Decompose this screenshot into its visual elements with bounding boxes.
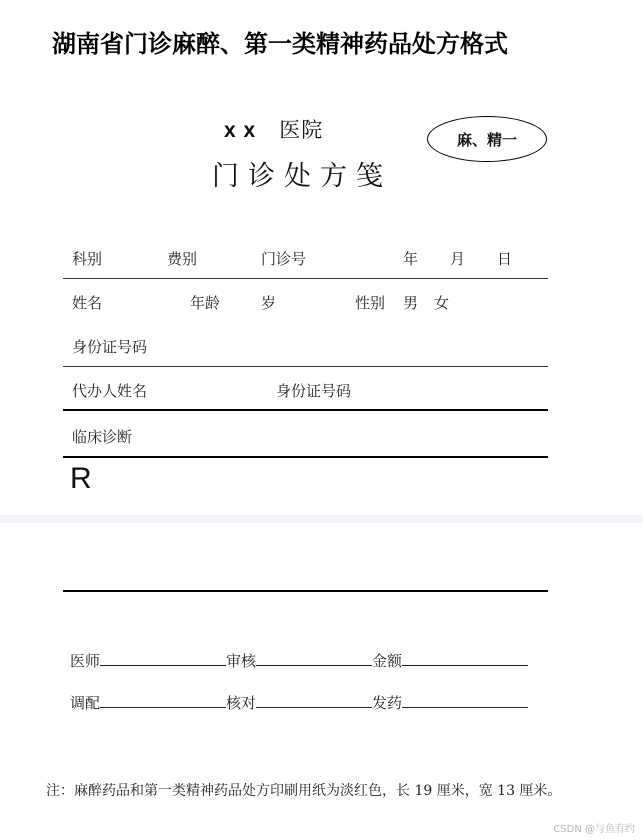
doctor-signature-line bbox=[100, 651, 226, 666]
review-signature-line bbox=[256, 651, 372, 666]
sex-label: 性别 bbox=[355, 294, 386, 312]
outpatient-no-label: 门诊号 bbox=[261, 250, 307, 268]
watermark: CSDN @与鱼有约 bbox=[553, 824, 635, 835]
id-number-label: 身份证号码 bbox=[72, 338, 148, 356]
department-label: 科别 bbox=[72, 250, 103, 268]
prescription-end-line bbox=[63, 590, 548, 592]
signature-row-2 bbox=[70, 692, 528, 713]
dispense-label: 调配 bbox=[70, 694, 101, 712]
day-label: 日 bbox=[497, 250, 513, 268]
hospital-header bbox=[224, 114, 323, 144]
check-signature-line bbox=[256, 693, 372, 708]
year-label: 年 bbox=[403, 250, 419, 268]
form-title: 门诊处方笺 bbox=[212, 161, 392, 192]
hospital-placeholder: x x bbox=[224, 119, 257, 142]
document-title: 湖南省门诊麻醉、第一类精神药品处方格式 bbox=[52, 30, 508, 58]
divider bbox=[63, 366, 548, 367]
check-label: 核对 bbox=[226, 694, 257, 712]
age-label: 年龄 bbox=[190, 294, 221, 312]
divider-thick bbox=[63, 456, 548, 458]
fee-type-label: 费别 bbox=[167, 250, 198, 268]
proxy-name-label: 代办人姓名 bbox=[72, 382, 148, 400]
divider-thick bbox=[63, 409, 548, 411]
age-unit-label: 岁 bbox=[261, 294, 277, 312]
hospital-name: 医院 bbox=[279, 118, 324, 142]
page-break-band bbox=[0, 515, 643, 523]
dispense-signature-line bbox=[100, 693, 226, 708]
patient-name-label: 姓名 bbox=[72, 294, 103, 312]
male-option: 男 bbox=[403, 294, 419, 312]
issue-label: 发药 bbox=[372, 694, 403, 712]
footnote: 注：麻醉药品和第一类精神药品处方印刷用纸为淡红色，长 19 厘米，宽 13 厘米。 bbox=[46, 783, 562, 799]
rx-symbol: R bbox=[70, 462, 92, 495]
month-label: 月 bbox=[450, 250, 466, 268]
review-label: 审核 bbox=[226, 652, 257, 670]
divider bbox=[63, 278, 548, 279]
diagnosis-label: 临床诊断 bbox=[72, 428, 133, 446]
issue-signature-line bbox=[402, 693, 528, 708]
amount-label: 金额 bbox=[372, 652, 403, 670]
stamp-badge: 麻、精一 bbox=[427, 116, 547, 162]
signature-row-1 bbox=[70, 650, 528, 671]
female-option: 女 bbox=[434, 294, 450, 312]
proxy-id-number-label: 身份证号码 bbox=[276, 382, 352, 400]
amount-line bbox=[402, 651, 528, 666]
doctor-label: 医师 bbox=[70, 652, 101, 670]
